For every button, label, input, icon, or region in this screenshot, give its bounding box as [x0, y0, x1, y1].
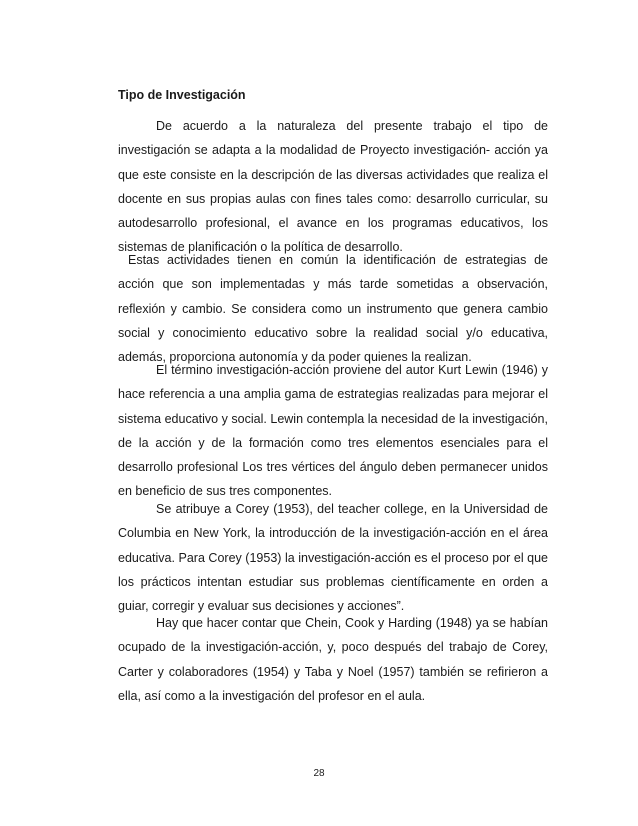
- section-heading: Tipo de Investigación: [118, 88, 246, 102]
- paragraph-2: Estas actividades tienen en común la identificación de estrategias de acción que son implementadas y más tarde sometidas a observación, reflexión y cambio. Se considera como un instrumento que genera cambio social y conocimiento educativo sobre la realidad social y/o educativa, además, proporciona autonomía y da poder quienes la realizan.: [118, 253, 548, 365]
- paragraph-3: El término investigación-acción proviene del autor Kurt Lewin (1946) y hace referencia a una amplia gama de estrategias realizadas para mejorar el sistema educativo y social. Lewin contempla la necesidad de la investigación, de la acción y de la formación como tres elementos esenciales para el desarrollo profesional Los tres vértices del ángulo deben permanecer unidos en beneficio de sus tres componentes.: [118, 363, 548, 499]
- paragraph-1: De acuerdo a la naturaleza del presente trabajo el tipo de investigación se adapta a la modalidad de Proyecto investigación- acción ya que este consiste en la descripción de las diversas actividades que realiza el docente en sus propias aulas con fines tales como: desarrollo curricular, su autodesarrollo profesional, el avance en los programas educativos, los sistemas de planificación o la política de desarrollo.: [118, 119, 548, 255]
- paragraph-5: Hay que hacer contar que Chein, Cook y Harding (1948) ya se habían ocupado de la investigación-acción, y, poco después del trabajo de Corey, Carter y colaboradores (1954) y Taba y Noel (1957) también se refirieron a ella, así como a la investigación del profesor en el aula.: [118, 616, 548, 703]
- paragraph-4: Se atribuye a Corey (1953), del teacher college, en la Universidad de Columbia en New York, la introducción de la investigación-acción en el área educativa. Para Corey (1953) la investigación-acción es el proceso por el que los prácticos intentan estudiar sus problemas científicamente en orden a guiar, corregir y evaluar sus decisiones y acciones”.: [118, 502, 548, 614]
- page-number: 28: [313, 768, 325, 779]
